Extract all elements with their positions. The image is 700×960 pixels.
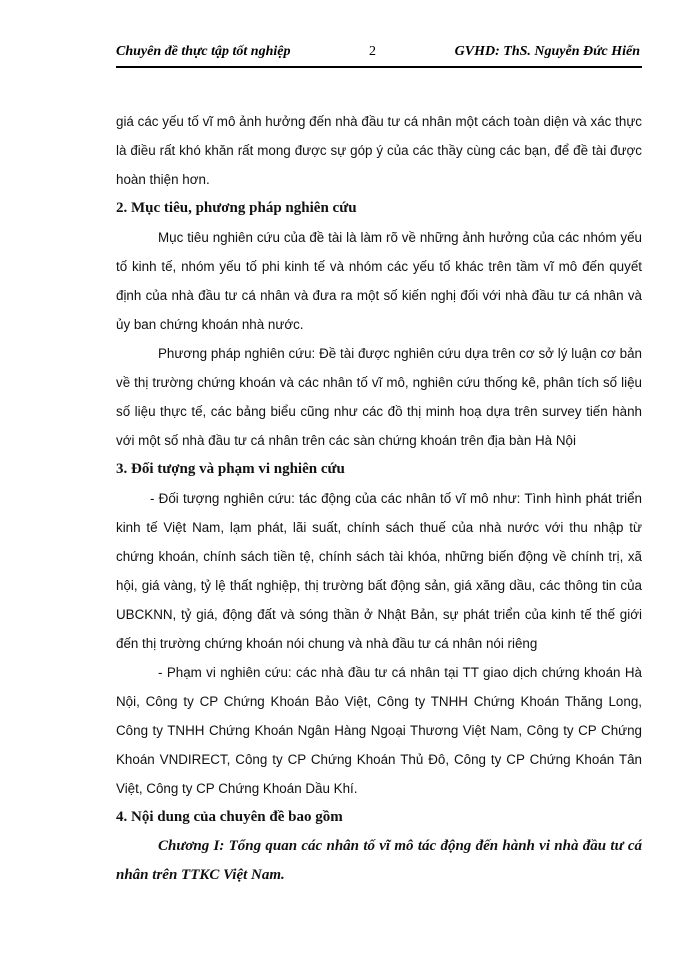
- intro-continuation: giá các yếu tố vĩ mô ảnh hưởng đến nhà đầu tư cá nhân một cách toàn diện và xác thực là điều rất khó khăn rất mong được sự góp ý của các thầy cùng các bạn, để đề tài được hoàn thiện hơn.: [116, 114, 642, 187]
- header-title: Chuyên đề thực tập tốt nghiệp: [116, 44, 291, 59]
- header-supervisor: GVHD: ThS. Nguyễn Đức Hiển: [454, 44, 640, 59]
- section-3-heading: 3. Đối tượng và phạm vi nghiên cứu: [116, 461, 345, 477]
- section-2-paragraph-1: Mục tiêu nghiên cứu của đề tài là làm rõ về những ảnh hưởng của các nhóm yếu tố kinh tế, nhóm yếu tố phi kinh tế và nhóm các yếu tố khác trên tầm vĩ mô đến quyết định của nhà đầu tư cá nhân và đưa ra một số kiến nghị đối với nhà đầu tư cá nhân và ủy ban chứng khoán nhà nước.: [116, 230, 642, 332]
- document-body: [116, 107, 642, 890]
- section-3-paragraph-2: - Phạm vi nghiên cứu: các nhà đầu tư cá nhân tại TT giao dịch chứng khoán Hà Nội, Công ty CP Chứng Khoán Bảo Việt, Công ty TNHH Chứng Khoán Thăng Long, Công ty TNHH Chứng Khoán Ngân Hàng Ngoại Thương Việt Nam, Công ty CP Chứng Khoán VNDIRECT, Công ty CP Chứng Khoán Thủ Đô, Công ty CP Chứng Khoán Tân Việt, Công ty CP Chứng Khoán Dầu Khí.: [116, 665, 642, 796]
- section-3-paragraph-1: - Đối tượng nghiên cứu: tác động của các nhân tố vĩ mô như: Tình hình phát triển kinh tế Việt Nam, lạm phát, lãi suất, chính sách thuế của nhà nước với thu nhập từ chứng khoán, chính sách tiền tệ, chính sách tài khóa, những biến động về chính trị, xã hội, giá vàng, tỷ lệ thất nghiệp, thị trường bất động sản, giá xăng dầu, các thông tin của UBCKNN, tỷ giá, động đất và sóng thần ở Nhật Bản, sự phát triển của kinh tế thế giới đến thị trường chứng khoán nói chung và nhà đầu tư cá nhân nói riêng: [116, 491, 642, 651]
- page-header: [116, 42, 642, 68]
- section-2-paragraph-2: Phương pháp nghiên cứu: Đề tài được nghiên cứu dựa trên cơ sở lý luận cơ bản về thị trường chứng khoán và các nhân tố vĩ mô, nghiên cứu thống kê, phân tích số liệu số liệu thực tế, các bảng biểu cũng như các đồ thị minh hoạ dựa trên survey tiến hành với một số nhà đầu tư cá nhân trên các sàn chứng khoán trên địa bàn Hà Nội: [116, 346, 642, 448]
- section-4-heading: 4. Nội dung của chuyên đề bao gồm: [116, 809, 343, 825]
- section-2-heading: 2. Mục tiêu, phương pháp nghiên cứu: [116, 200, 357, 216]
- page-number: 2: [369, 44, 376, 59]
- chapter-1-title: Chương I: Tổng quan các nhân tố vĩ mô tác động đến hành vi nhà đầu tư cá nhân trên TTKC Việt Nam.: [116, 838, 642, 883]
